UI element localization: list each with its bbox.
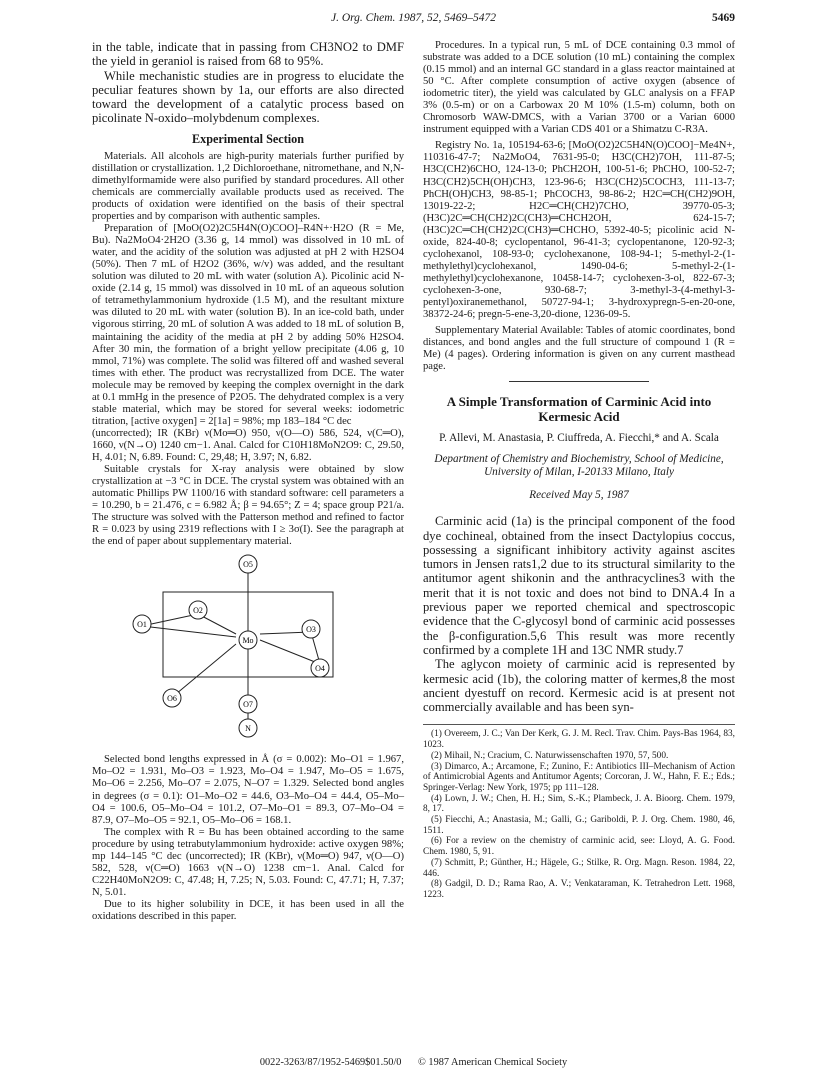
paragraph-registry: Registry No. 1a, 105194-63-6; [MoO(O2)2C5H4N(O)COO]−Me4N+, 110316-47-7; Na2MoO4, 7631-95-0; H3C(CH2)7OH, 111-87-5; H3C(CH2)6CHO, 124-13-0; PhCH2OH, 100-51-6; PhCHO, 100-52-7; H3C(CH2)5CH(OH)CH3, 123-96-6; H3C(CH2)5COCH3, 111-13-7; PhCH(OH)CH3, 98-85-1; PhCOCH3, 98-86-2; H2C═CH(CH2)9OH, 13019-22-2; H2C═CH(CH2)7CHO, 39770-05-3; (H3C)2C═CH(CH2)2C(CH3)═CHCH2OH, 624-15-7; (H3C)2C═CH(CH2)2C(CH3)═CHCHO, 5392-40-5; picolinic acid N-oxide, 824-40-8; cyclopentanol, 96-41-3; cyclopentanone, 120-92-3; cyclohexanol, 108-93-0; cyclohexanone, 108-94-1; 5-methyl-2-(1-methylethyl)cyclohexanol, 1490-04-6; 5-methyl-2-(1-methylethyl)cyclohexanone, 10458-14-7; cyclohexen-3-ol, 822-67-3; cyclohexen-3-one, 930-68-7; 3-methyl-3-(4-methyl-3-pentyl)oxiranemethanol, 50727-94-1; 3-hydroxypregn-5-en-20-one, 38372-24-6; pregn-5-ene-3,20-dione, 1236-09-5. xyxy=(423,140,735,321)
paragraph-butyl-complex: The complex with R = Bu has been obtained according to the same procedure by using tetrabutylammonium hydroxide: active oxygen 98%; mp 144–145 °C dec (uncorrected); IR (KBr), ν(Mo═O) 947, ν(O—O) 582, 528, ν(C═O) 1663 ν(N→O) 1238 cm−1. Anal. Calcd for C22H40MoN2O9: C, 47.48; H, 7.25; N, 5.03. Found: C, 47.71; H, 7.37; N, 5.01. xyxy=(92,826,404,898)
atom-label: N xyxy=(245,724,251,734)
atom-label: Mo xyxy=(242,636,254,646)
paragraph-intro-1: Carminic acid (1a) is the principal component of the food dye cochineal, obtained from the insect Dactylopius coccus, possessing a significant inhibitory activity against ascites tumors in Jensen rats1,2 due to its structural similarity to the antitumor agent shikonin and the anthracyclines3 with the merit that it is not toxic and does not bind to DNA.4 In a previous paper we reported chemical and spectroscopic evidence that the C-glycosyl bond of carminic acid possesses the β-configuration.5,6 This result was more recently confirmed by a complete 1H and 13C NMR study.7 xyxy=(423,514,735,657)
article-affiliation: Department of Chemistry and Biochemistry, School of Medicine, University of Milan, I-20133 Milano, Italy xyxy=(434,453,724,479)
left-column xyxy=(92,40,404,923)
article-divider xyxy=(509,381,649,382)
footnote: (8) Gadgil, D. D.; Rama Rao, A. V.; Venkataraman, K. Tetrahedron Lett. 1968, 1223. xyxy=(423,879,735,900)
paragraph-dce: Due to its higher solubility in DCE, it has been used in all the oxidations described in this paper. xyxy=(92,898,404,922)
atom-label: O7 xyxy=(243,700,253,710)
paragraph-materials: Materials. All alcohols are high-purity materials further purified by distillation or crystallization. 1,2 Dichloroethane, nitromethane, and N,N-dimethylformamide were also purified by standard procedures. All other chemicals are commercially available products used as received. The products of oxidation were identified on the basis of their spectral properties and by comparison with authentic samples. xyxy=(92,150,404,223)
paragraph-preparation: Preparation of [MoO(O2)2C5H4N(O)COO]–R4N+·H2O (R = Me, Bu). Na2MoO4·2H2O (3.36 g, 14 mmol) was dissolved in 10 mL of water, and the acidity of the solution was adjusted at pH 2 with H2SO4 (50%). Then 7 mL of H2O2 (36%, w/v) was added, and the resultant solution was diluted to 20 mL with water (solution A). Picolinic acid N-oxide (2.14 g, 15 mmol) was dissolved in 10 mL of an aqueous solution of tetramethylammonium hydroxide (1.5 M), and the resultant mixture was diluted to 20 mL with water (solution B). In an ice-cold bath, under vigorous stirring, 20 mL of solution A was added to 18 mL of solution B, maintaining the acidity of the media at pH 2 by adding 50% H2SO4. After 30 min, the formation of a bright yellow precipitate (4.06 g, 10 mmol, 71%) was complete. The solid was filtered off and washed several times with ether. The product was recrystallized from DCE. The water molecule may be removed by keeping the complex overnight in the dark at 0.1 mmHg in the presence of P2O5. The dehydrated complex is a very stable material, which may be stored for several weeks: iodometric titration, [active oxygen] = 2[1a] = 98%; mp 183–184 °C dec xyxy=(92,223,404,427)
section-title: Experimental Section xyxy=(191,131,305,146)
right-column xyxy=(423,40,735,901)
received-date: Received May 5, 1987 xyxy=(529,489,629,502)
footnote: (2) Mihail, N.; Cracium, C. Naturwissenschaften 1970, 57, 500. xyxy=(431,750,669,761)
atom-label: O1 xyxy=(137,620,147,630)
atom-label: O3 xyxy=(306,625,316,635)
page-footer xyxy=(0,1057,827,1068)
article-code: 0022-3263/87/1952-5469$01.50/0 xyxy=(259,1057,402,1068)
paragraph-ir-analysis: (uncorrected); IR (KBr) ν(Mo═O) 950, ν(O—O) 586, 524, ν(C═O), 1660, ν(N→O) 1240 cm−1. Anal. Calcd for C10H18MoN2O9: C, 29.50, H, 4.01; N, 6.89. Found: C, 29,48; H, 3.97; N, 6.82. xyxy=(92,427,404,463)
paragraph-intro-2: The aglycon moiety of carminic acid is represented by kermesic acid (1b), the coloring matter of kermes,8 the most ancient dyestuff on record. Kermesic acid is at present not commercially available and has been syn- xyxy=(423,657,735,715)
running-header xyxy=(92,12,735,30)
article-title: A Simple Transformation of Carminic Acid into Kermesic Acid xyxy=(446,394,712,425)
paragraph-procedures: Procedures. In a typical run, 5 mL of DCE containing 0.3 mmol of substrate was added to a DCE solution (10 mL) containing the complex (0.15 mmol) and an internal GC standard in a glass reactor maintained at 50 °C. After complete consumption of active oxygen (absence of iodometric titer), the yield was calculated by GLC analysis on a FFAP 3% (0.5-m) or on a Carbowax 20 M 10% (1.5-m) column, both on Chromosorb WAW-DMCS, with a Varian 3700 or a Varian 6000 instrument equipped with a Varian CDS 401 or a Shimatzu C-R3A. xyxy=(423,40,735,136)
copyright: © 1987 American Chemical Society xyxy=(418,1057,568,1068)
journal-citation: J. Org. Chem. 1987, 52, 5469–5472 xyxy=(330,12,497,24)
footnote: (5) Fiecchi, A.; Anastasia, M.; Galli, G.; Gariboldi, P. J. Org. Chem. 1980, 46, 1511. xyxy=(423,815,735,836)
paragraph-bond-data: Selected bond lengths expressed in Å (σ = 0.002): Mo–O1 = 1.967, Mo–O2 = 1.931, Mo–O3 = 1.923, Mo–O4 = 1.947, Mo–O5 = 1.675, Mo–O6 = 2.256, Mo–O7 = 2.075, N–O7 = 1.329. Selected bond angles in degrees (σ = 0.1): O1–Mo–O2 = 44.6, O3–Mo–O4 = 44.4, O5–Mo–O4 = 100.6, O5–Mo–O4 = 101.2, O7–Mo–O1 = 89.3, O7–Mo–O4 = 87.9, O7–Mo–O5 = 92.1, O5–Mo–O6 = 168.1. xyxy=(92,754,404,826)
molecular-structure-figure xyxy=(128,552,368,742)
paragraph-crystals: Suitable crystals for X-ray analysis were obtained by slow crystallization at −3 °C in DCE. The crystal system was obtained with an automatic Phillips PW 1100/16 with standard software: cell parameters a = 10.290, b = 21.476, c = 6.982 Å; β = 94.65°; Z = 4; space group P21/a. The structure was solved with the Patterson method and refined to factor R = 0.023 by using 2319 reflections with I ≥ 3σ(I). See the paragraph at the end of paper about supplementary material. xyxy=(92,464,404,548)
footnote: (1) Overeem, J. C.; Van Der Kerk, G. J. M. Recl. Trav. Chim. Pays-Bas 1964, 83, 1023. xyxy=(423,729,735,751)
atom-label: O6 xyxy=(167,694,177,704)
article-authors: P. Allevi, M. Anastasia, P. Ciuffreda, A. Fiecchi,* and A. Scala xyxy=(439,432,719,445)
footnote: (6) For a review on the chemistry of carminic acid, see: Lloyd, A. G. Food. Chem. 1980, 5, 91. xyxy=(423,836,735,858)
footnotes xyxy=(423,724,735,900)
page-number: 5469 xyxy=(712,12,735,24)
footnote: (3) Dimarco, A.; Arcamone, F.; Zunino, F.: Antibiotics III–Mechanism of Action of Antimicrobial Agents and Antitumor Agents; Corcoran, J. W., Hahn, F. E.; Eds.; Springer-Verlag: New York, 1975; pp 111–128. xyxy=(423,761,735,793)
footnote: (4) Lown, J. W.; Chen, H. H.; Sim, S.-K.; Plambeck, J. A. Bioorg. Chem. 1979, 8, 17. xyxy=(423,793,735,815)
paragraph-mechanistic: While mechanistic studies are in progress to elucidate the peculiar features shown by 1a, our efforts are also directed toward the development of a catalytic process based on picolinate N-oxido–molybdenum complexes. xyxy=(92,68,404,126)
atom-label: O2 xyxy=(193,606,203,616)
paragraph-yield: in the table, indicate that in passing from CH3NO2 to DMF the yield in geraniol is raised from 68 to 95%. xyxy=(92,40,404,69)
footnote: (7) Schmitt, P.; Günther, H.; Hägele, G.; Stilke, R. Org. Magn. Reson. 1984, 22, 446. xyxy=(423,857,735,879)
atom-label: O5 xyxy=(243,560,253,570)
paragraph-supplementary: Supplementary Material Available: Tables of atomic coordinates, bond distances, and bond angles and the full structure of compound 1 (R = Me) (4 pages). Ordering information is given on any current masthead page. xyxy=(423,325,735,373)
atom-label: O4 xyxy=(315,664,325,674)
